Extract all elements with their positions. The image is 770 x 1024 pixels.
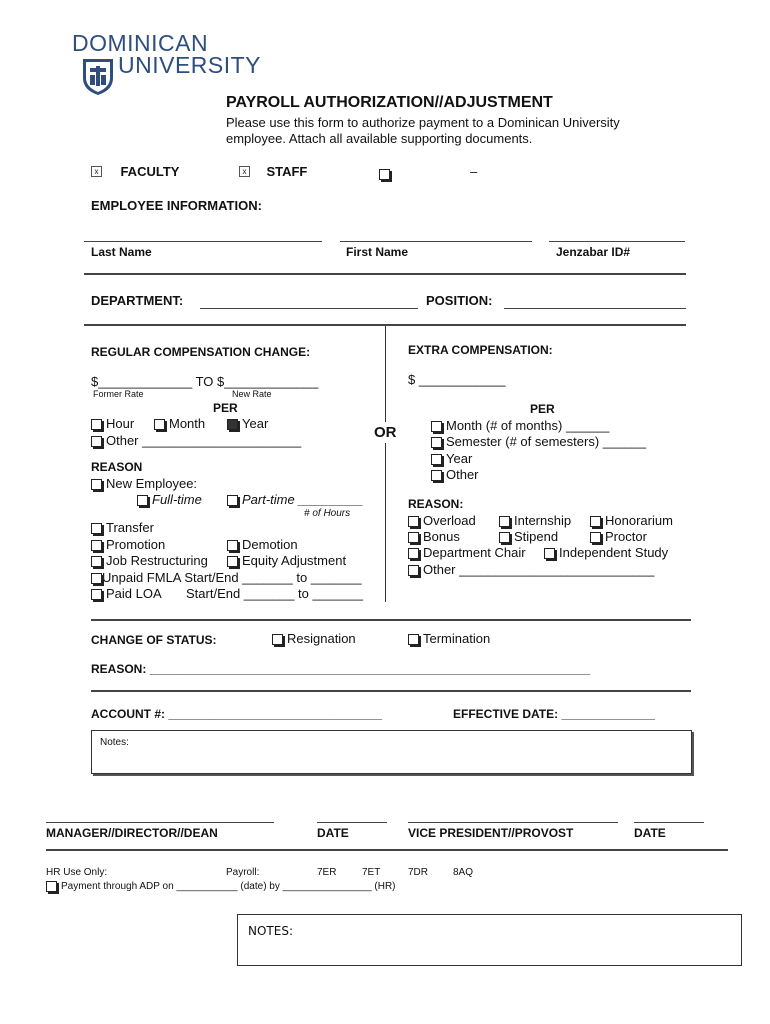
- extra-comp-heading: EXTRA COMPENSATION:: [408, 343, 553, 357]
- extra-other-label: Other: [446, 467, 479, 482]
- extra-semester-option[interactable]: [431, 434, 646, 449]
- part-time-checkbox[interactable]: [227, 495, 238, 506]
- hour-label: Hour: [106, 416, 135, 431]
- paid-loa-dates: Start/End _______ to _______: [186, 586, 364, 601]
- transfer-option[interactable]: [91, 520, 154, 535]
- year-option[interactable]: [227, 416, 268, 431]
- extra-other-checkbox[interactable]: [431, 470, 442, 481]
- extra-month-checkbox[interactable]: [431, 421, 442, 432]
- job-restructuring-option[interactable]: [91, 553, 208, 568]
- unpaid-fmla-label: Unpaid FMLA Start/End _______ to _______: [102, 570, 362, 585]
- other-rate-checkbox[interactable]: [91, 436, 102, 447]
- month-checkbox[interactable]: [154, 419, 165, 430]
- date1-label: DATE: [317, 826, 349, 840]
- account-number: ACCOUNT #: ________________________________: [91, 707, 382, 721]
- extra-reason-heading: REASON:: [408, 497, 464, 511]
- column-divider: [385, 326, 386, 602]
- shield-icon: [82, 58, 114, 101]
- code-7et: 7ET: [362, 867, 381, 878]
- id-label: Jenzabar ID#: [556, 245, 631, 259]
- payroll-label: Payroll:: [226, 867, 260, 878]
- position-line[interactable]: [504, 308, 686, 309]
- status-reason: REASON: __________________________________________________________________: [91, 662, 591, 676]
- manager-label: MANAGER//DIRECTOR//DEAN: [46, 826, 218, 840]
- promotion-label: Promotion: [106, 537, 166, 552]
- divider: [84, 273, 686, 275]
- employee-info-heading: EMPLOYEE INFORMATION:: [91, 198, 262, 213]
- vp-label: VICE PRESIDENT//PROVOST: [408, 826, 574, 840]
- code-7dr: 7DR: [408, 867, 429, 878]
- extra-semester-checkbox[interactable]: [431, 437, 442, 448]
- last-name-line[interactable]: [84, 241, 322, 242]
- stipend-option[interactable]: [499, 529, 558, 544]
- honorarium-label: Honorarium: [605, 513, 673, 528]
- notes-box[interactable]: [91, 730, 692, 774]
- department-chair-option[interactable]: [408, 545, 526, 560]
- faculty-label: FACULTY: [120, 164, 180, 179]
- other-rate-label: Other ______________________: [106, 433, 302, 448]
- adp-label: Payment through ADP on ___________ (date) by ________________ (HR): [61, 881, 396, 893]
- transfer-checkbox[interactable]: [91, 523, 102, 534]
- proctor-checkbox[interactable]: [590, 532, 601, 543]
- hour-checkbox[interactable]: [91, 419, 102, 430]
- job-restructuring-label: Job Restructuring: [106, 553, 208, 568]
- month-label: Month: [169, 416, 206, 431]
- code-7er: 7ER: [317, 867, 337, 878]
- other-reason-option[interactable]: [408, 562, 654, 577]
- extra-per-label: PER: [530, 402, 555, 416]
- regular-comp-heading: REGULAR COMPENSATION CHANGE:: [91, 345, 311, 359]
- year-label: Year: [242, 416, 269, 431]
- full-time-checkbox[interactable]: [137, 495, 148, 506]
- form-title: PAYROLL AUTHORIZATION//ADJUSTMENT: [226, 94, 553, 111]
- extra-month-label: Month (# of months) ______: [446, 418, 610, 433]
- date1-line[interactable]: [317, 822, 387, 823]
- equity-adjustment-option[interactable]: [227, 553, 346, 568]
- stipend-label: Stipend: [514, 529, 559, 544]
- hour-option[interactable]: [91, 416, 134, 431]
- new-employee-checkbox[interactable]: [91, 479, 102, 490]
- staff-label: STAFF: [266, 164, 308, 179]
- independent-study-option[interactable]: [544, 545, 668, 560]
- termination-label: Termination: [423, 631, 491, 646]
- extra-year-label: Year: [446, 451, 473, 466]
- new-rate-label: New Rate: [232, 389, 272, 399]
- other-reason-checkbox[interactable]: [408, 565, 419, 576]
- new-employee-option[interactable]: [91, 476, 197, 491]
- status-heading: CHANGE OF STATUS:: [91, 633, 217, 647]
- termination-checkbox[interactable]: [408, 634, 419, 645]
- adp-option[interactable]: [46, 881, 396, 892]
- notes-label: Notes:: [100, 737, 129, 748]
- demotion-option[interactable]: [227, 537, 298, 552]
- date2-label: DATE: [634, 826, 666, 840]
- resignation-label: Resignation: [287, 631, 356, 646]
- regular-per-label: PER: [213, 401, 238, 415]
- bonus-option[interactable]: [408, 529, 460, 544]
- rate-line: $_____________ TO $_____________: [91, 374, 319, 389]
- bonus-label: Bonus: [423, 529, 460, 544]
- extra-other-option[interactable]: [431, 467, 479, 482]
- full-time-label: Full-time: [152, 492, 202, 507]
- overload-label: Overload: [423, 513, 476, 528]
- extra-semester-label: Semester (# of semesters) ______: [446, 434, 647, 449]
- form-subtitle-1: Please use this form to authorize payment to a Dominican University: [226, 115, 620, 130]
- overload-option[interactable]: [408, 513, 476, 528]
- department-chair-checkbox[interactable]: [408, 548, 419, 559]
- type-dash: –: [470, 164, 478, 179]
- equity-adjustment-label: Equity Adjustment: [242, 553, 347, 568]
- internship-option[interactable]: [499, 513, 571, 528]
- hr-notes-label: NOTES:: [248, 924, 293, 938]
- extra-year-checkbox[interactable]: [431, 454, 442, 465]
- date2-line[interactable]: [634, 822, 704, 823]
- faculty-checkbox[interactable]: x: [91, 166, 102, 177]
- unpaid-fmla-checkbox[interactable]: [91, 573, 102, 584]
- promotion-checkbox[interactable]: [91, 540, 102, 551]
- resignation-checkbox[interactable]: [272, 634, 283, 645]
- bonus-checkbox[interactable]: [408, 532, 419, 543]
- last-name-label: Last Name: [91, 245, 152, 259]
- extra-year-option[interactable]: [431, 451, 472, 466]
- adp-checkbox[interactable]: [46, 881, 57, 892]
- proctor-option[interactable]: [590, 529, 647, 544]
- resignation-option[interactable]: [272, 631, 356, 646]
- code-8aq: 8AQ: [453, 867, 474, 878]
- month-option[interactable]: [154, 416, 205, 431]
- stipend-checkbox[interactable]: [499, 532, 510, 543]
- part-time-option[interactable]: [227, 492, 363, 507]
- paid-loa-checkbox[interactable]: [91, 589, 102, 600]
- other-rate-option[interactable]: [91, 433, 301, 448]
- extra-amount: $ ____________: [408, 372, 506, 387]
- internship-checkbox[interactable]: [499, 516, 510, 527]
- effective-date: EFFECTIVE DATE: ______________: [453, 707, 655, 721]
- staff-checkbox[interactable]: x: [239, 166, 250, 177]
- year-checkbox[interactable]: [227, 419, 238, 430]
- hours-note: # of Hours: [304, 508, 351, 519]
- or-label: OR: [374, 424, 397, 441]
- vp-signature-line[interactable]: [408, 822, 618, 823]
- other-type-option[interactable]: [379, 166, 390, 184]
- form-subtitle-2: employee. Attach all available supporting documents.: [226, 131, 533, 146]
- logo-line1: DOMINICAN: [72, 30, 209, 56]
- former-rate-label: Former Rate: [93, 389, 144, 399]
- divider: [46, 849, 728, 851]
- job-restructuring-checkbox[interactable]: [91, 556, 102, 567]
- overload-checkbox[interactable]: [408, 516, 419, 527]
- promotion-option[interactable]: [91, 537, 165, 552]
- department-chair-label: Department Chair: [423, 545, 526, 560]
- proctor-label: Proctor: [605, 529, 647, 544]
- hr-notes-box[interactable]: [237, 914, 742, 966]
- honorarium-checkbox[interactable]: [590, 516, 601, 527]
- manager-signature-line[interactable]: [46, 822, 274, 823]
- new-employee-label: New Employee:: [106, 476, 198, 491]
- logo-line2: UNIVERSITY: [118, 52, 262, 78]
- university-logo: [72, 30, 272, 98]
- extra-month-option[interactable]: [431, 418, 609, 433]
- staff-option[interactable]: [239, 163, 307, 181]
- equity-adjustment-checkbox[interactable]: [227, 556, 238, 567]
- part-time-label: Part-time _________: [242, 492, 364, 507]
- unpaid-fmla-option[interactable]: [91, 570, 361, 585]
- regular-reason-heading: REASON: [91, 460, 143, 474]
- hr-use-only: HR Use Only:: [46, 867, 108, 878]
- faculty-option[interactable]: [91, 163, 179, 181]
- position-label: POSITION:: [426, 293, 493, 308]
- demotion-label: Demotion: [242, 537, 298, 552]
- first-name-line[interactable]: [340, 241, 532, 242]
- honorarium-option[interactable]: [590, 513, 673, 528]
- paid-loa-option[interactable]: [91, 586, 162, 601]
- independent-study-checkbox[interactable]: [544, 548, 555, 559]
- demotion-checkbox[interactable]: [227, 540, 238, 551]
- other-type-checkbox[interactable]: [379, 169, 390, 180]
- other-reason-label: Other ___________________________: [423, 562, 655, 577]
- divider: [91, 619, 691, 621]
- full-time-option[interactable]: [137, 492, 202, 507]
- paid-loa-label: Paid LOA: [106, 586, 162, 601]
- transfer-label: Transfer: [106, 520, 154, 535]
- termination-option[interactable]: [408, 631, 490, 646]
- id-line[interactable]: [549, 241, 685, 242]
- first-name-label: First Name: [346, 245, 409, 259]
- department-line[interactable]: [200, 308, 418, 309]
- divider: [91, 690, 691, 692]
- independent-study-label: Independent Study: [559, 545, 669, 560]
- department-label: DEPARTMENT:: [91, 293, 184, 308]
- internship-label: Internship: [514, 513, 572, 528]
